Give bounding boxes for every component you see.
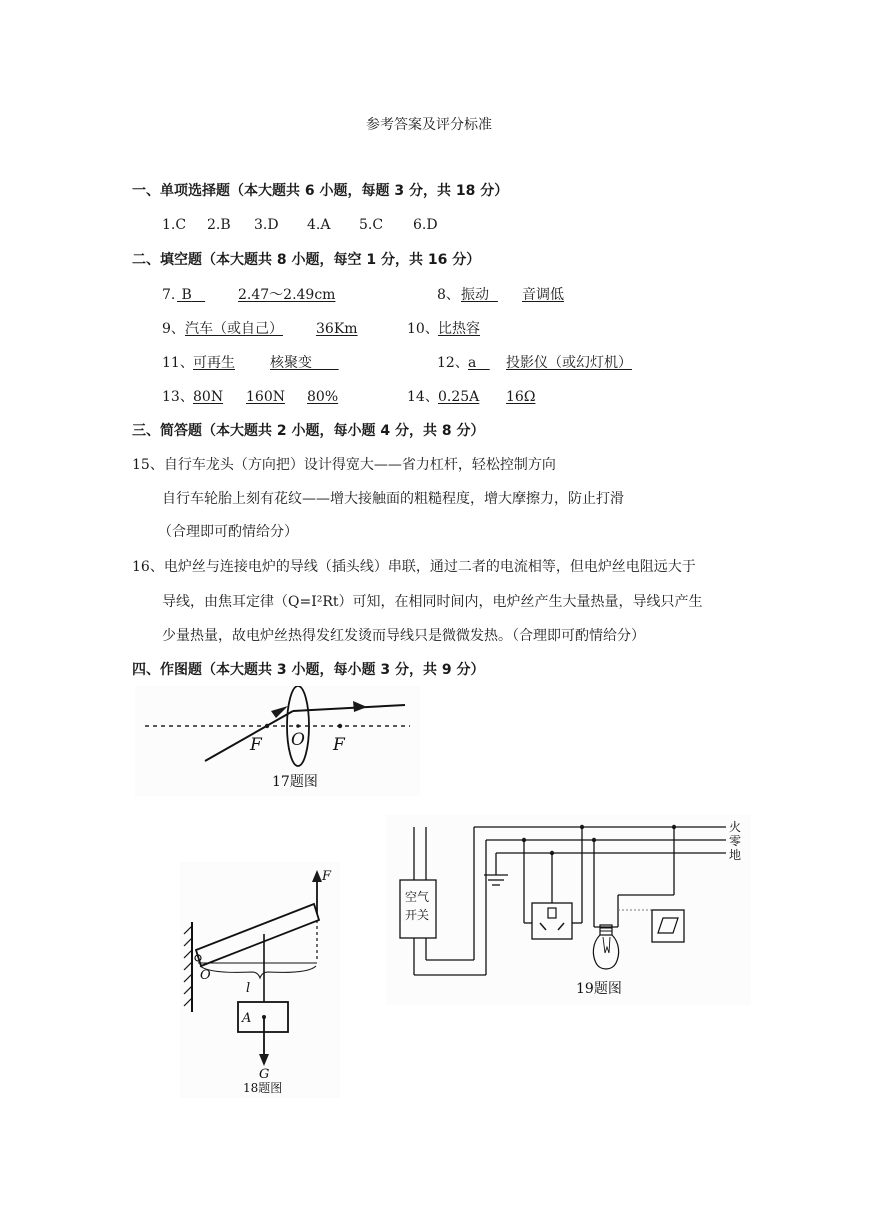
figure-17: [135, 686, 420, 796]
q9-number: 9、: [162, 321, 185, 337]
q13-answer-2: 160N: [246, 389, 285, 405]
figure-19: [386, 815, 751, 1005]
fig19-switch-line-1: 空气: [405, 890, 430, 904]
q16-line-2: 导线，由焦耳定律（Q=I²Rt）可知，在相同时间内，电炉丝产生大量热量，导线只产生: [162, 594, 703, 610]
q14-answer-2: 16Ω: [506, 389, 536, 405]
answer-1: 1.C: [162, 217, 187, 233]
answer-3: 3.D: [254, 217, 279, 233]
q8-answer-1: 振动: [461, 287, 489, 303]
q7-answer-2: 2.47～2.49cm: [238, 287, 336, 303]
q9-answer-1: 汽车（或自己）: [185, 321, 283, 337]
q11-number: 11、: [162, 355, 194, 371]
fig17-caption: 17题图: [272, 774, 318, 790]
q8-answer-2: 音调低: [522, 287, 564, 303]
q15-line-3: （合理即可酌情给分）: [158, 524, 298, 540]
q13-answer-1: 80N: [193, 389, 224, 405]
fig17-label-f-left: F: [250, 735, 262, 755]
q11-answer-2: 核聚变: [270, 355, 312, 371]
fig17-label-o: O: [291, 730, 305, 750]
fig19-label-neutral: 零: [729, 834, 742, 848]
section-1-heading: 一、单项选择题（本大题共 6 小题，每题 3 分，共 18 分）: [132, 183, 509, 199]
answer-6: 6.D: [413, 217, 438, 233]
fig18-label-a: A: [242, 1011, 252, 1026]
q9-answer-2: 36Km: [316, 321, 358, 337]
fig19-label-ground: 地: [729, 848, 742, 862]
figure-18: [180, 862, 340, 1098]
q13-number: 13、: [162, 389, 194, 405]
fig18-caption: 18题图: [243, 1081, 283, 1095]
q12-answer-1: a: [468, 355, 477, 371]
q16-line-1: 16、电炉丝与连接电炉的导线（插头线）串联，通过二者的电流相等，但电炉丝电阻远大于: [132, 559, 696, 575]
fig19-switch-line-2: 开关: [405, 908, 430, 922]
fig19-caption: 19题图: [576, 981, 622, 997]
fig17-label-f-right: F: [333, 735, 345, 755]
fig18-label-g: G: [259, 1067, 270, 1082]
fig19-label-live: 火: [729, 820, 742, 834]
section-4-heading: 四、作图题（本大题共 3 小题，每小题 3 分，共 9 分）: [132, 662, 485, 678]
fig18-label-l: l: [246, 981, 251, 996]
q10-number: 10、: [407, 321, 439, 337]
answer-2: 2.B: [207, 217, 231, 233]
fig18-label-o: O: [200, 968, 211, 983]
fig18-label-f: F: [322, 869, 332, 884]
q15-line-2: 自行车轮胎上刻有花纹——增大接触面的粗糙程度，增大摩擦力，防止打滑: [162, 491, 624, 507]
q11-answer-1: 可再生: [193, 355, 235, 371]
section-2-heading: 二、填空题（本大题共 8 小题，每空 1 分，共 16 分）: [132, 252, 481, 268]
section-3-heading: 三、简答题（本大题共 2 小题，每小题 4 分，共 8 分）: [132, 423, 485, 439]
q14-answer-1: 0.25A: [438, 389, 480, 405]
q16-line-3: 少量热量，故电炉丝热得发红发烫而导线只是微微发热。（合理即可酌情给分）: [162, 628, 645, 644]
q12-number: 12、: [437, 355, 469, 371]
q12-answer-2: 投影仪（或幻灯机）: [506, 355, 632, 371]
q8-number: 8、: [437, 287, 460, 303]
q15-line-1: 15、自行车龙头（方向把）设计得宽大——省力杠杆，轻松控制方向: [132, 457, 556, 473]
page-title: 参考答案及评分标准: [366, 117, 492, 133]
q13-answer-3: 80%: [307, 389, 339, 405]
answer-4: 4.A: [307, 217, 331, 233]
q7-number: 7.: [162, 287, 176, 303]
q14-number: 14、: [407, 389, 439, 405]
answer-5: 5.C: [359, 217, 384, 233]
q10-answer-1: 比热容: [438, 321, 480, 337]
q7-answer-1: B: [181, 287, 192, 303]
